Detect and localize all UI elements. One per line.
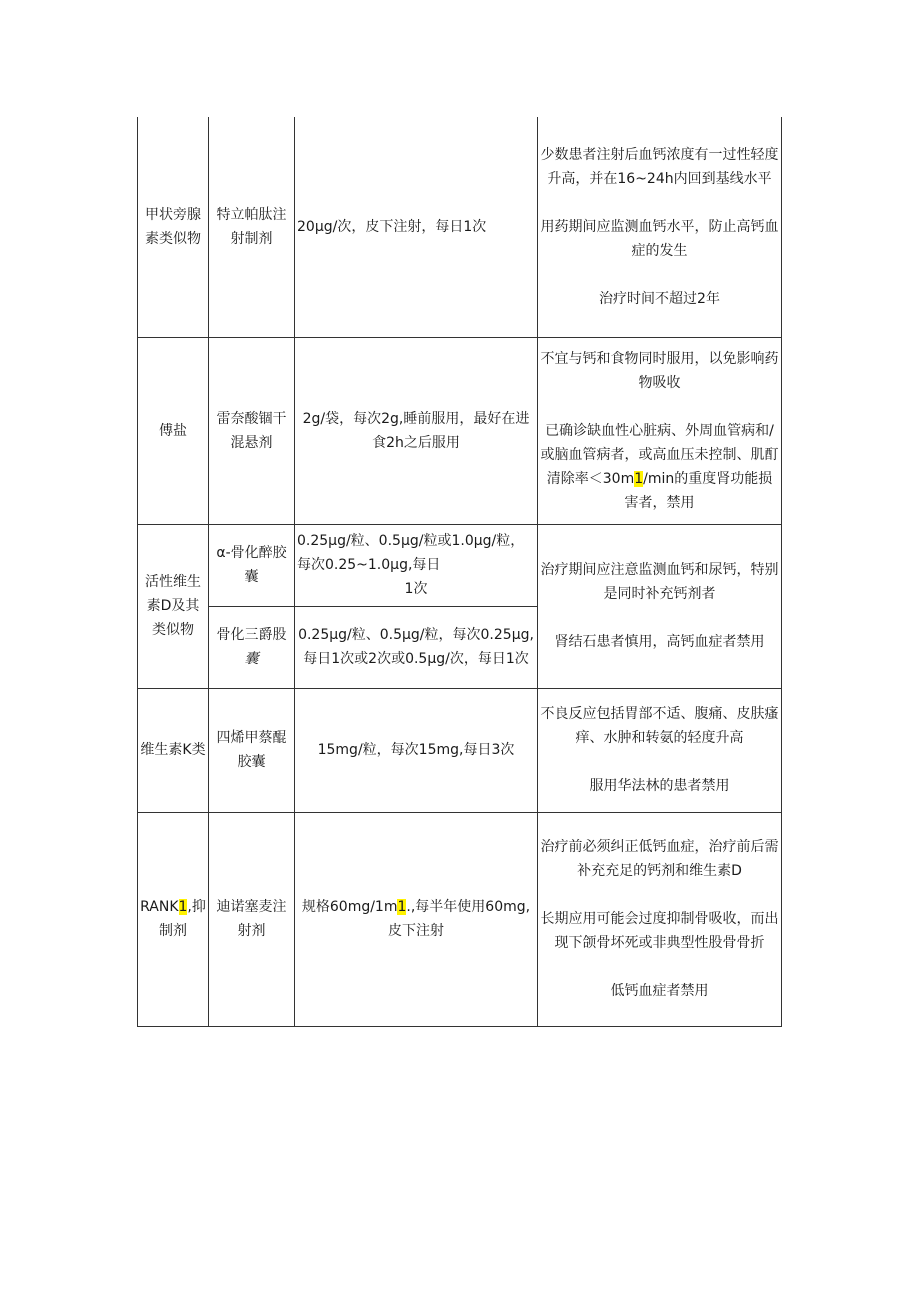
drug-name: α-骨化醉胶囊 (216, 545, 287, 585)
dosage-cell (295, 524, 538, 606)
dosage-cell (295, 606, 538, 688)
drug-name: 骨化三爵股 (216, 627, 287, 643)
dosage-cell (295, 117, 538, 337)
dosage-text: 0.25μg/粒、0.5μg/粒或1.0μg/粒，每次0.25~1.0μg,每日 (297, 533, 525, 573)
dosage-cell (295, 337, 538, 524)
highlighted-char: 1 (397, 899, 407, 915)
drug-name: 迪诺塞麦注射剂 (216, 899, 287, 939)
drug-class-label: 甲状旁腺素类似物 (145, 206, 201, 247)
drug-name: 四烯甲蔡醌胶囊 (216, 730, 287, 770)
note-text: 治疗期间应注意监测血钙和尿钙，特别是同时补充钙剂者 (540, 562, 779, 602)
notes-cell (538, 524, 782, 688)
table-row (138, 812, 782, 1026)
drug-name-cell (209, 606, 295, 688)
dosage-text: 1次 (404, 581, 428, 597)
note-text: 少数患者注射后血钙浓度有一过性轻度升高，并在16~24h内回到基线水平 (540, 146, 779, 187)
dosage-text: .,每半年使用60mg,皮下注射 (388, 899, 531, 939)
highlighted-char: 1 (634, 470, 644, 487)
note-text: 用药期间应监测血钙水平，防止高钙血症的发生 (540, 218, 779, 259)
notes-cell (538, 117, 782, 337)
drug-name-cell (209, 688, 295, 812)
drug-name: 特立帕肽注射制剂 (216, 206, 287, 247)
drug-class-cell (138, 812, 209, 1026)
table-row (138, 688, 782, 812)
table-row (138, 524, 782, 606)
drug-name: 雷奈酸锢干混悬剂 (216, 410, 287, 451)
note-text: 肾结石患者慎用，高钙血症者禁用 (554, 634, 765, 650)
drug-class-label: RANK (140, 899, 179, 915)
dosage-text: 2g/袋，每次2g,睡前服用，最好在进食2h之后服用 (302, 410, 530, 451)
drug-class-label: 傅盐 (159, 422, 187, 439)
note-text: 低钙血症者禁用 (610, 983, 709, 999)
notes-cell (538, 688, 782, 812)
drug-name-cell (209, 812, 295, 1026)
table-row (138, 117, 782, 337)
drug-name: 囊 (244, 651, 259, 667)
dosage-text: 0.25μg/粒、0.5μg/粒，每次0.25μg,每日1次或2次或0.5μg/次，每日1次 (298, 627, 534, 667)
drug-table (137, 117, 782, 1027)
drug-class-cell (138, 337, 209, 524)
note-text: 不良反应包括胃部不适、腹痛、皮肤瘙痒、水肿和转氨的轻度升高 (540, 706, 779, 746)
drug-name-cell (209, 117, 295, 337)
note-text: 治疗前必须纠正低钙血症，治疗前后需补充充足的钙剂和维生素D (540, 839, 779, 879)
drug-class-cell (138, 117, 209, 337)
note-text: 治疗时间不超过2年 (599, 290, 720, 307)
drug-name-cell (209, 337, 295, 524)
note-text (540, 419, 779, 515)
drug-class-cell (138, 688, 209, 812)
drug-class-label: 维生素K类 (140, 742, 206, 758)
drug-class-cell (138, 524, 209, 688)
notes-cell (538, 812, 782, 1026)
note-text: 长期应用可能会过度抑制骨吸收，而出现下颌骨坏死或非典型性股骨骨折 (540, 911, 779, 951)
drug-class-label: 活性维生素D及其类似物 (145, 574, 201, 638)
table-row (138, 337, 782, 524)
dosage-cell (295, 812, 538, 1026)
note-text: 服用华法林的患者禁用 (589, 778, 730, 794)
note-text-part: /min的重度肾功能损害者，禁用 (624, 470, 773, 511)
notes-cell (538, 337, 782, 524)
dosage-text: 规格60mg/1m (301, 899, 398, 915)
drug-class-label: ,抑制剂 (159, 899, 206, 939)
dosage-cell (295, 688, 538, 812)
note-text-part: 已确诊缺血性心脏病、外周血管病和/或脑血管病者，或高血压未控制、肌酊清除率＜30m (540, 422, 779, 487)
dosage-text: 20μg/次，皮下注射，每日1次 (297, 218, 487, 235)
highlighted-char: 1 (178, 899, 188, 915)
drug-name-cell (209, 524, 295, 606)
dosage-text: 15mg/粒，每次15mg,每日3次 (317, 742, 515, 758)
note-text: 不宜与钙和食物同时服用，以免影响药物吸收 (540, 350, 779, 391)
